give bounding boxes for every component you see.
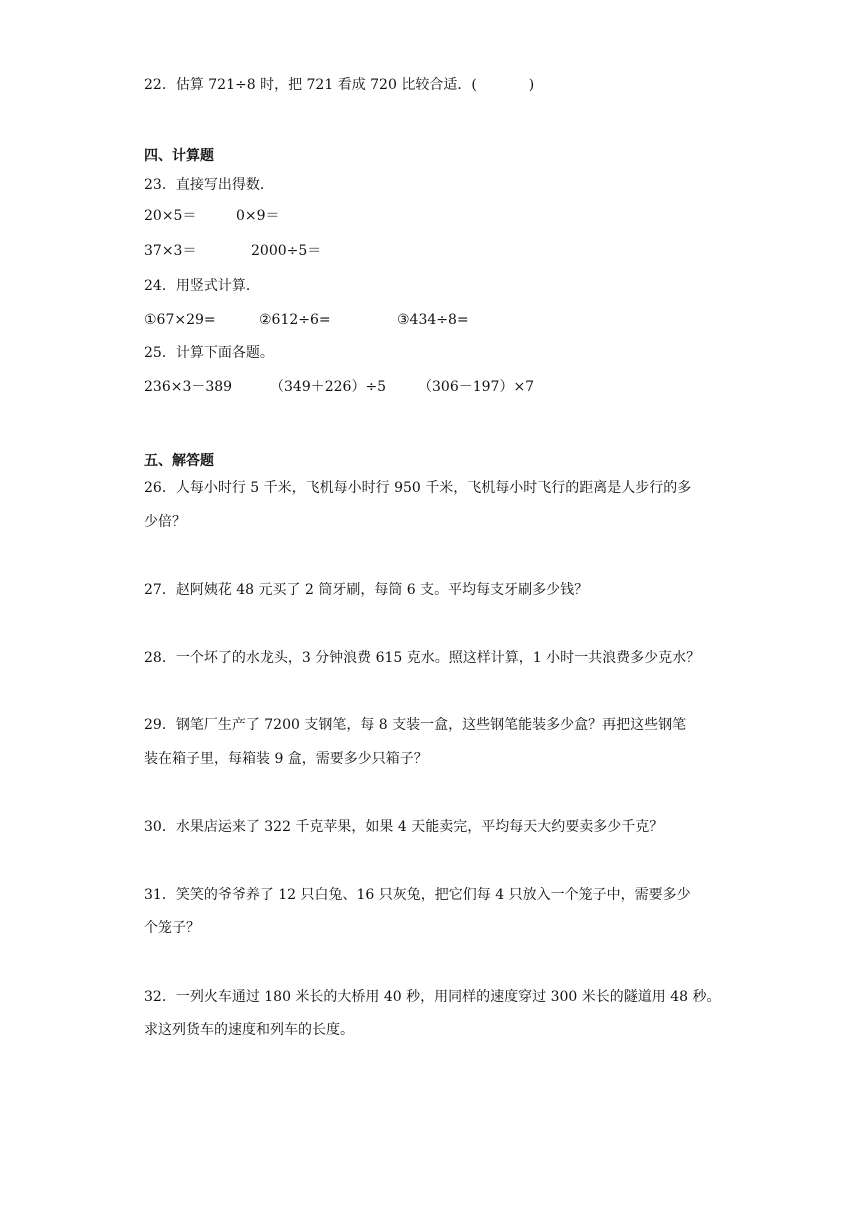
- question-27: 27．赵阿姨花 48 元买了 2 筒牙刷，每筒 6 支。平均每支牙刷多少钱？: [144, 582, 589, 598]
- question-28: 28．一个坏了的水龙头，3 分钟浪费 615 克水。照这样计算，1 小时一共浪费多少克水？: [144, 650, 701, 666]
- question-32-line-2: 求这列货车的速度和列车的长度。: [144, 1022, 354, 1038]
- question-24-text: 24．用竖式计算．: [144, 278, 260, 294]
- q25-item-1: 236×3－389: [144, 379, 233, 395]
- question-22-text: 22．估算 721÷8 时，把 721 看成 720 比较合适．( ): [144, 77, 535, 93]
- question-31-line-1: 31．笑笑的爷爷养了 12 只白兔、16 只灰兔，把它们每 4 只放入一个笼子中，需要多少: [144, 887, 691, 903]
- q25-item-3: （306－197）×7: [418, 379, 535, 395]
- q23-item-1: 20×5＝: [144, 208, 197, 224]
- question-30: 30．水果店运来了 322 千克苹果，如果 4 天能卖完，平均每天大约要卖多少千克？: [144, 819, 664, 835]
- q24-item-2: ②612÷6=: [259, 312, 331, 328]
- question-25-text: 25．计算下面各题。: [144, 345, 274, 361]
- question-26-line-2: 少倍？: [144, 514, 186, 530]
- q23-item-2: 0×9＝: [236, 208, 280, 224]
- q24-item-3: ③434÷8=: [397, 312, 469, 328]
- question-23-text: 23．直接写出得数．: [144, 177, 274, 193]
- question-29-line-1: 29．钢笔厂生产了 7200 支钢笔，每 8 支装一盒，这些钢笔能装多少盒？再把这些钢笔: [144, 717, 687, 733]
- q25-item-2: （349＋226）÷5: [270, 379, 387, 395]
- question-26-line-1: 26．人每小时行 5 千米，飞机每小时行 950 千米，飞机每小时飞行的距离是人步行的多: [144, 480, 692, 496]
- question-31-line-2: 个笼子？: [144, 920, 200, 936]
- q24-item-1: ①67×29=: [144, 312, 216, 328]
- question-29-line-2: 装在箱子里，每箱装 9 盒，需要多少只箱子？: [144, 751, 428, 767]
- q23-item-4: 2000÷5＝: [251, 243, 322, 259]
- section-heading-calc: 四、计算题: [144, 148, 214, 164]
- section-heading-answer: 五、解答题: [144, 453, 214, 469]
- question-32-line-1: 32．一列火车通过 180 米长的大桥用 40 秒，用同样的速度穿过 300 米长的隧道用 48 秒。: [144, 989, 721, 1005]
- q23-item-3: 37×3＝: [144, 243, 197, 259]
